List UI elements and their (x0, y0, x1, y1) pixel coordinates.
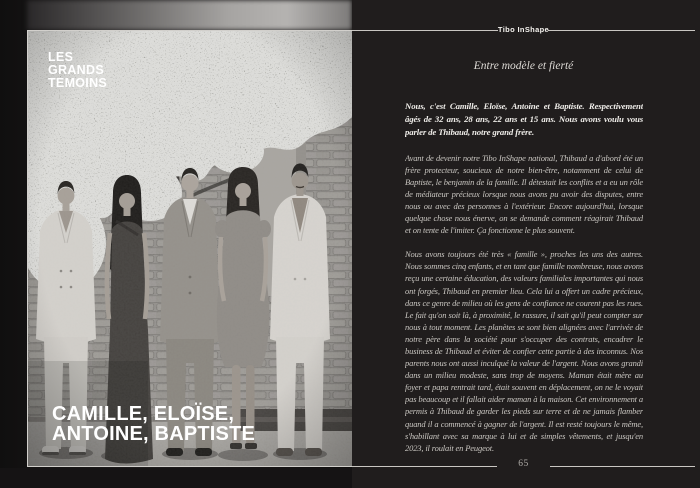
left-page (27, 30, 352, 467)
photo-title-line: ANTOINE, BAPTISTE (52, 422, 256, 445)
right-page (352, 0, 700, 488)
backdrop-bottom-strip (0, 468, 352, 488)
article-intro: Nous, c'est Camille, Eloïse, Antoine et Baptiste. Respectivement âgés de 32 ans, 28 ans, 22 ans et 15 ans. Nous avons voulu vous parler de Thibaud, notre grand frère. (405, 101, 643, 138)
photo-title (52, 405, 255, 444)
series-kicker-line: TEMOINS (48, 76, 108, 90)
article-body (405, 100, 643, 456)
running-header: Tibo InShape (497, 25, 550, 34)
article-paragraph: Nous avons toujours été très « famille », proches les uns des autres. Nous sommes cinq enfants, et en tant que famille nombreuse, nous avons reçu une certaine éducation, des valeurs familiales importantes qui nous ont forgés, Thibaud en premier lieu. Cela lui a offert un cadre précieux, dans ce genre de milieu où les gens de confiance ne courent pas les rues. Le fait qu'on soit là, à proximité, le rassure, il sait qu'il peut compter sur nous à tout moment. Les planètes se sont bien alignées avec l'arrivée de notre père dans la société pour s'occuper des contrats, encadrer le business de Thibaud et éviter de confier cette partie à des inconnus. Nos parents nous ont aussi inculqué la valeur de l'argent. Nous avons grandi dans un milieu modeste, sans trop de moyens. Maman était mère au foyer et papa rentrait tard, était souvent en déplacement, on ne le voyait pas beaucoup et il fallait aider maman à la maison. Cet environnement a permis à Thibaud de garder les pieds sur terre et de ne jamais flamber quand il a commencé à gagner de l'argent. Il est resté toujours le même, s'habillant avec sa marque à lui et de simples vêtements, et jusqu'en 2023, il roulait en Peugeot. (405, 249, 643, 453)
series-kicker-line: LES (48, 50, 74, 64)
page-number: 65 (518, 459, 529, 469)
article-paragraph: Avant de devenir notre Tibo InShape national, Thibaud a d'abord été un frère protecteur, soucieux de notre bien-être, notamment de celui de Baptiste, le benjamin de la famille. Il détestait les conflits et a eu un rôle de médiateur précieux lorsque nous avons pu avoir des disputes, entre nous ou avec des personnes à l'extérieur. Encore aujourd'hui, lorsque quelque chose nous énerve, on se demande comment réagirait Thibaud et on tente de l'imiter. Ça fonctionne le plus souvent. (405, 152, 643, 236)
backdrop-blur-strip (27, 0, 352, 30)
series-kicker (48, 51, 107, 90)
group-photo (28, 31, 352, 466)
photo-title-line: CAMILLE, ELOÏSE, (52, 403, 235, 425)
section-heading: Entre modèle et fierté (473, 60, 574, 72)
series-kicker-line: GRANDS (48, 63, 104, 77)
